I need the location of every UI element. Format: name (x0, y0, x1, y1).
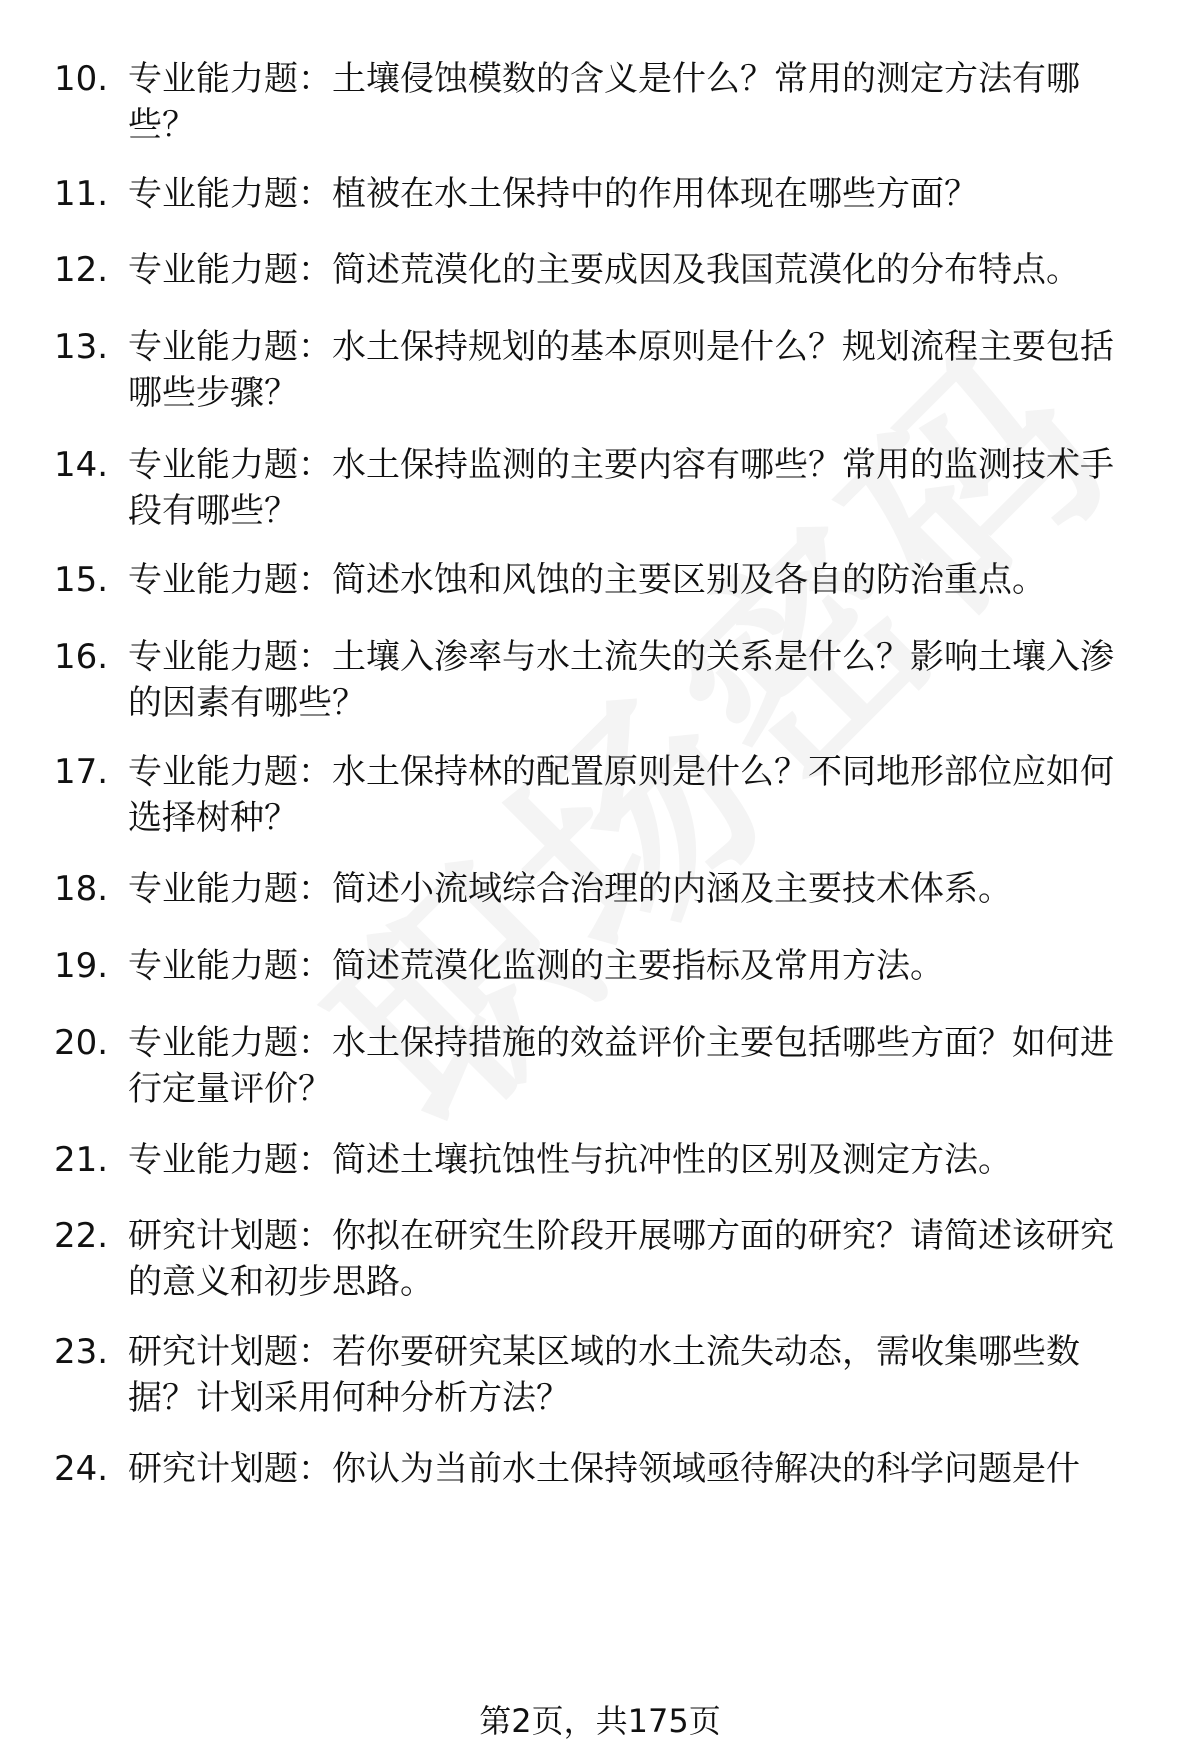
question-text: 专业能力题：水土保持林的配置原则是什么？不同地形部位应如何选择树种？ (128, 752, 1114, 838)
question-number: 23. (54, 1332, 109, 1372)
question-text: 研究计划题：你认为当前水土保持领域亟待解决的科学问题是什 (128, 1449, 1080, 1489)
question-number: 21. (54, 1140, 109, 1180)
question-number: 24. (54, 1449, 109, 1489)
question-number: 17. (54, 752, 109, 792)
question-text: 专业能力题：水土保持措施的效益评价主要包括哪些方面？如何进行定量评价？ (128, 1023, 1114, 1109)
question-number: 14. (54, 445, 109, 485)
question-number: 18. (54, 869, 109, 909)
question-text: 研究计划题：你拟在研究生阶段开展哪方面的研究？请简述该研究的意义和初步思路。 (128, 1216, 1114, 1302)
question-number: 16. (54, 637, 109, 677)
question-text: 专业能力题：简述荒漠化的主要成因及我国荒漠化的分布特点。 (128, 250, 1080, 290)
question-number: 12. (54, 250, 109, 290)
question-number: 11. (54, 174, 109, 214)
question-text: 专业能力题：简述水蚀和风蚀的主要区别及各自的防治重点。 (128, 560, 1046, 600)
question-text: 专业能力题：土壤侵蚀模数的含义是什么？常用的测定方法有哪些？ (128, 59, 1080, 145)
question-text: 专业能力题：水土保持规划的基本原则是什么？规划流程主要包括哪些步骤？ (128, 327, 1114, 413)
question-number: 13. (54, 327, 109, 367)
question-text: 专业能力题：简述荒漠化监测的主要指标及常用方法。 (128, 946, 944, 986)
question-text: 研究计划题：若你要研究某区域的水土流失动态，需收集哪些数据？计划采用何种分析方法？ (128, 1332, 1080, 1418)
question-number: 22. (54, 1216, 109, 1256)
question-text: 专业能力题：简述土壤抗蚀性与抗冲性的区别及测定方法。 (128, 1140, 1012, 1180)
page-number-footer: 第2页，共175页 (479, 1702, 721, 1740)
question-text: 专业能力题：植被在水土保持中的作用体现在哪些方面？ (128, 174, 978, 214)
question-number: 19. (54, 946, 109, 986)
question-number: 20. (54, 1023, 109, 1063)
question-number: 15. (54, 560, 109, 600)
question-text: 专业能力题：土壤入渗率与水土流失的关系是什么？影响土壤入渗的因素有哪些？ (128, 637, 1114, 723)
question-text: 专业能力题：水土保持监测的主要内容有哪些？常用的监测技术手段有哪些？ (128, 445, 1114, 531)
question-text: 专业能力题：简述小流域综合治理的内涵及主要技术体系。 (128, 869, 1012, 909)
question-number: 10. (54, 59, 109, 99)
